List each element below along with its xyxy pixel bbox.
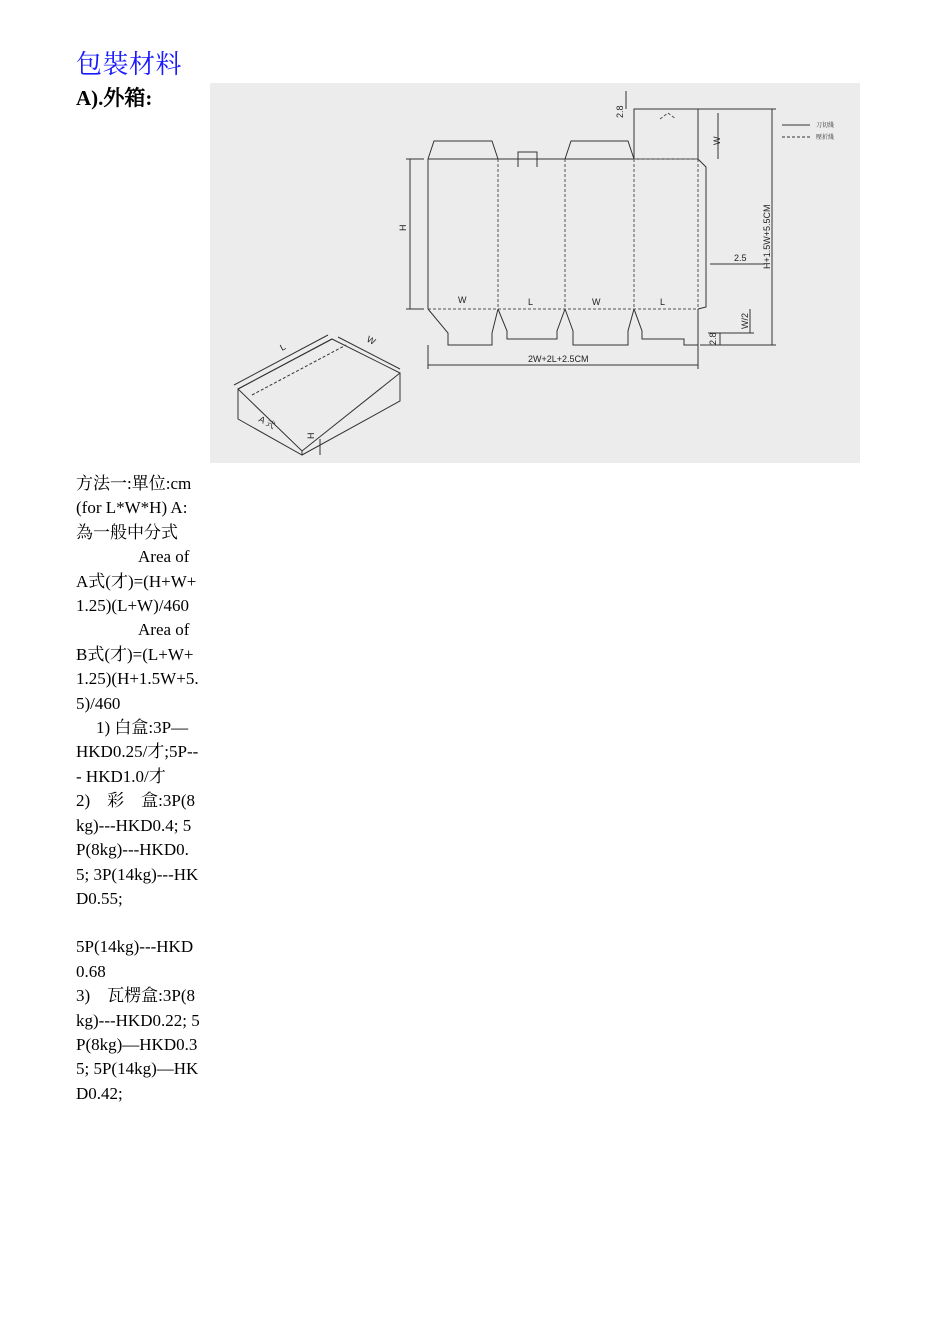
dim-label: H+1.5W+5.5CM (762, 204, 772, 269)
dim-label: W (712, 136, 722, 145)
section-heading: A).外箱: (76, 86, 153, 110)
item-1-text: HKD0.25/才;5P--- HKD1.0/才 (76, 742, 199, 786)
item-2-extra: 5P(14kg)---HKD0.68 (76, 937, 194, 981)
panel-label: W (592, 297, 601, 307)
bottom-flap-3 (565, 309, 634, 345)
top-flap-3 (634, 109, 698, 159)
main-outline (428, 159, 706, 309)
item-1-heading: 1) 白盒:3P— (96, 718, 189, 738)
dim-label: W/2 (740, 312, 750, 329)
box-label: A 式 (257, 413, 277, 431)
top-flap-1 (428, 141, 498, 159)
legend-cut-label: 刀切綫 (816, 123, 835, 129)
panel-label: W (458, 295, 467, 305)
area-b-formula: B式(才)=(L+W+1.25)(H+1.5W+5.5)/460 (76, 644, 199, 713)
item-3-text: 3) 瓦楞盒:3P(8kg)---HKD0.22; 5P(8kg)—HKD0.35; 5P(14kg)—HKD0.42; (76, 986, 200, 1103)
box-label: W (365, 333, 378, 347)
area-a-formula: A式(才)=(H+W+1.25)(L+W)/460 (76, 571, 197, 616)
dieline-drawing (210, 83, 860, 463)
panel-label: L (660, 297, 666, 307)
bottom-flap-2 (498, 309, 565, 339)
box-label: L (278, 341, 288, 353)
box-dieline-figure (210, 83, 860, 463)
dim-label: 2.8 (708, 332, 718, 345)
bottom-flap-4 (634, 309, 698, 345)
item-2-text: 2) 彩 盒:3P(8kg)---HKD0.4; 5P(8kg)---HKD0.5; 3P(14kg)---HKD0.55; (76, 791, 199, 908)
legend-fold-label: 壓折綫 (816, 135, 835, 141)
dim-label: H (398, 224, 408, 231)
bottom-flap-1 (428, 309, 498, 345)
page-title: 包裝材料 (76, 50, 183, 80)
panel-label: L (528, 297, 534, 307)
method-text: 方法一:單位:cm (for L*W*H) A:為一般中分式 (76, 474, 192, 542)
dim-label: 2.5 (734, 253, 747, 263)
pricing-notes (76, 472, 200, 1106)
area-b-heading: Area of (138, 620, 190, 640)
top-flap-2 (565, 141, 634, 159)
dim-label: 2.8 (615, 105, 625, 118)
dim-label: 2W+2L+2.5CM (528, 354, 589, 364)
box-label: H (306, 432, 316, 439)
area-a-heading: Area of (138, 547, 190, 567)
